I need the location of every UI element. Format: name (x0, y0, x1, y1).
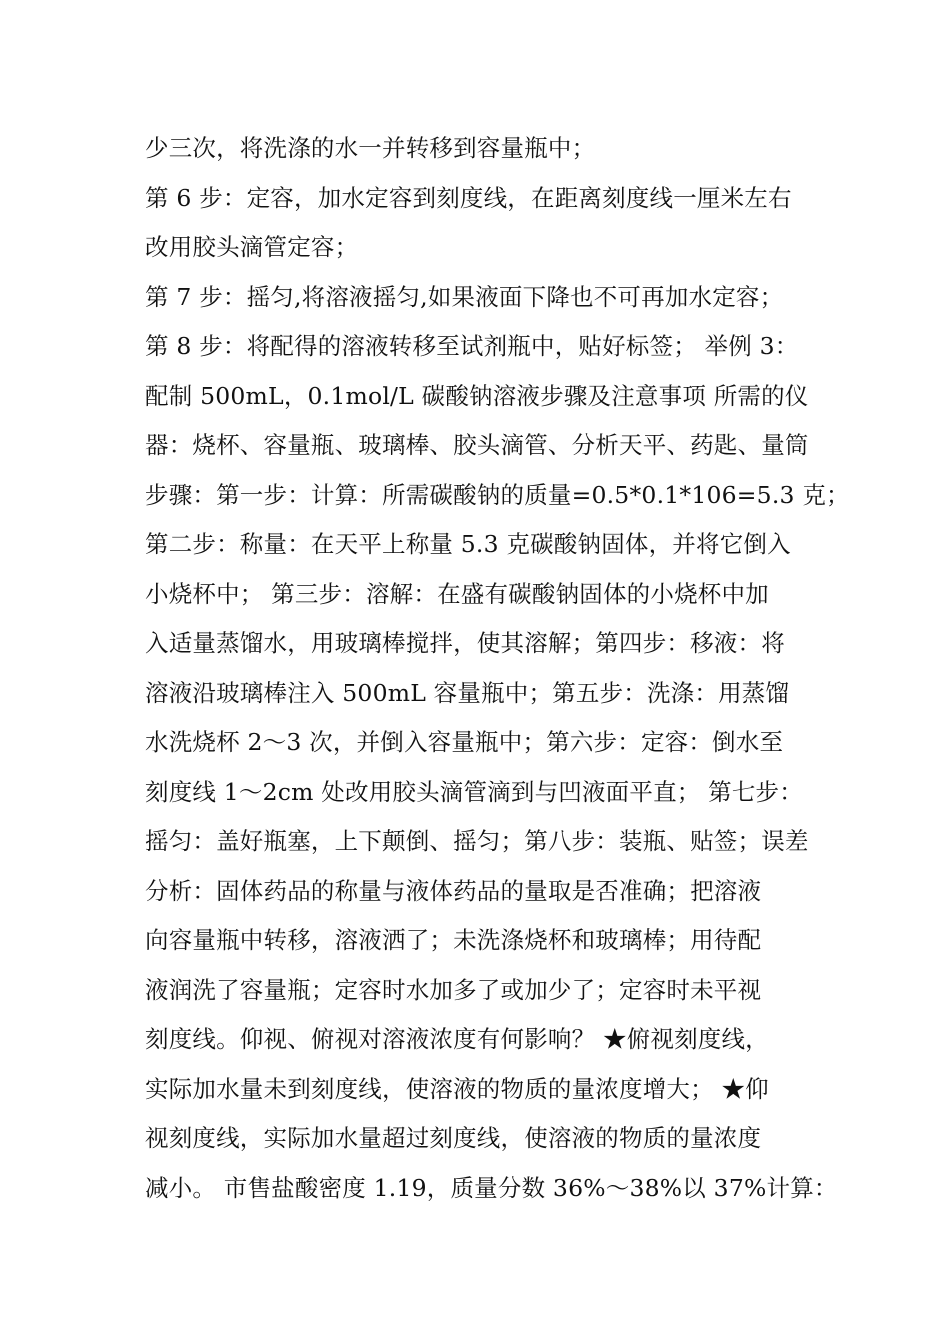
document-body (145, 128, 850, 1217)
text-line: 刻度线。仰视、俯视对溶液浓度有何影响？ ★俯视刻度线， (145, 1025, 769, 1053)
text-line: 第 8 步：将配得的溶液转移至试剂瓶中，贴好标签； 举例 3： (145, 332, 799, 360)
text-line: 分析：固体药品的称量与液体药品的量取是否准确；把溶液 (145, 876, 762, 905)
text-line: 改用胶头滴管定容； (145, 233, 359, 261)
text-line: 第 6 步：定容，加水定容到刻度线，在距离刻度线一厘米左右 (145, 183, 792, 212)
text-line: 摇匀：盖好瓶塞，上下颠倒、摇匀；第八步：装瓶、贴签；误差 (145, 827, 809, 855)
text-line: 配制 500mL，0.1mol/L 碳酸钠溶液步骤及注意事项 所需的仪 (145, 381, 809, 410)
text-line: 入适量蒸馏水，用玻璃棒搅拌，使其溶解；第四步：移液：将 (145, 629, 785, 657)
text-line: 器：烧杯、容量瓶、玻璃棒、胶头滴管、分析天平、药匙、量筒 (145, 431, 809, 459)
text-line: 向容量瓶中转移，溶液洒了；未洗涤烧杯和玻璃棒；用待配 (145, 926, 762, 954)
text-line: 水洗烧杯 2～3 次，并倒入容量瓶中；第六步：定容：倒水至 (145, 728, 784, 756)
text-line: 实际加水量未到刻度线，使溶液的物质的量浓度增大； ★仰 (145, 1074, 769, 1103)
text-line: 液润洗了容量瓶；定容时水加多了或加少了；定容时未平视 (145, 975, 762, 1004)
text-line: 少三次，将洗涤的水一并转移到容量瓶中； (145, 134, 596, 162)
text-line: 小烧杯中； 第三步：溶解：在盛有碳酸钠固体的小烧杯中加 (145, 579, 769, 608)
text-line: 溶液沿玻璃棒注入 500mL 容量瓶中；第五步：洗涤：用蒸馏 (145, 678, 790, 707)
text-line: 刻度线 1～2cm 处改用胶头滴管滴到与凹液面平直； 第七步： (145, 777, 803, 806)
text-line: 视刻度线，实际加水量超过刻度线，使溶液的物质的量浓度 (145, 1124, 762, 1152)
text-line: 第二步：称量：在天平上称量 5.3 克碳酸钠固体，并将它倒入 (145, 530, 791, 558)
text-line: 步骤：第一步：计算：所需碳酸钠的质量=0.5*0.1*106=5.3 克； (145, 480, 850, 509)
text-line: 第 7 步：摇匀,将溶液摇匀,如果液面下降也不可再加水定容； (145, 282, 784, 311)
text-line: 减小。 市售盐酸密度 1.19，质量分数 36%～38%以 37%计算： (145, 1173, 838, 1202)
